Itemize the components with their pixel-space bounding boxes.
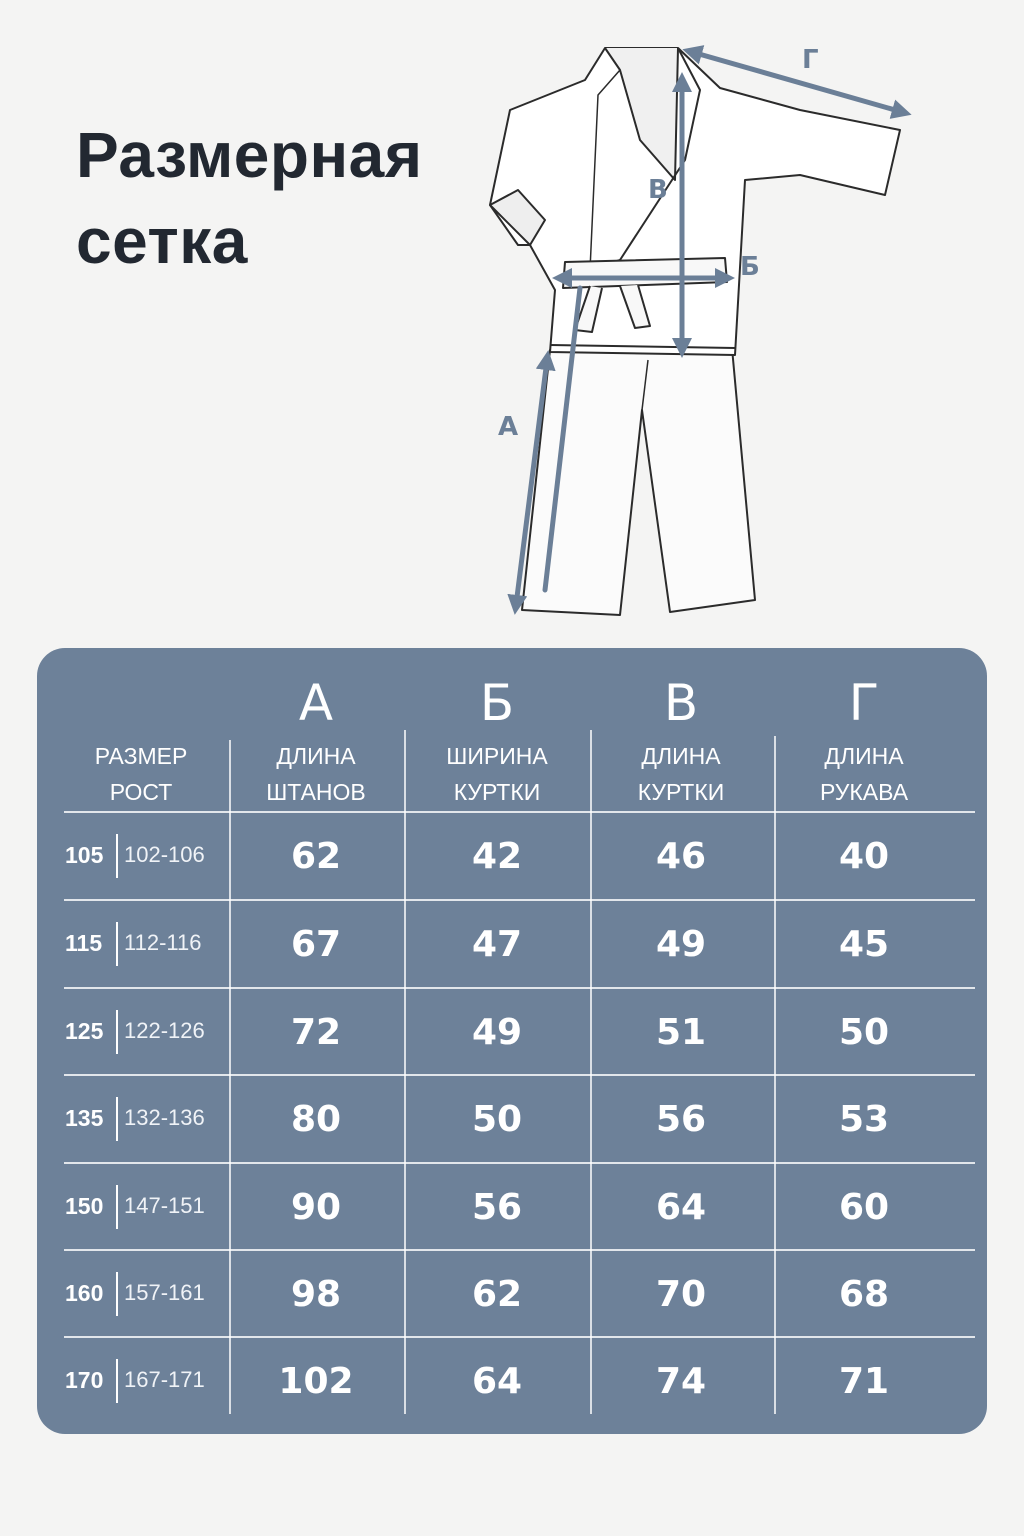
- size-separator: [116, 1097, 118, 1141]
- cell-jacket-length: 74: [655, 1361, 707, 1402]
- height-range: 132-136: [124, 1105, 205, 1130]
- header-letter-v: В: [663, 674, 699, 732]
- cell-sleeve-length: 50: [838, 1012, 890, 1053]
- cell-pants-length: 67: [290, 924, 342, 965]
- header-letter-a: А: [298, 674, 334, 732]
- label-a: А: [498, 412, 519, 442]
- header-b-line2: КУРТКИ: [453, 779, 541, 805]
- header-height-label: РОСТ: [109, 779, 173, 805]
- cell-sleeve-length: 60: [838, 1187, 890, 1228]
- size-value: 115: [65, 930, 103, 956]
- size-value: 170: [65, 1367, 104, 1393]
- size-value: 160: [65, 1280, 104, 1306]
- cell-jacket-width: 62: [471, 1274, 523, 1315]
- height-range: 157-161: [124, 1280, 205, 1305]
- size-value: 125: [65, 1018, 104, 1044]
- header-g-line1: ДЛИНА: [824, 743, 904, 769]
- header-jacket-length: [586, 738, 776, 810]
- cell-pants-length: 102: [278, 1361, 354, 1402]
- header-sleeve-length: [769, 738, 959, 810]
- height-range: 112-116: [124, 930, 202, 955]
- label-g: Г: [802, 45, 819, 75]
- cell-jacket-length: 46: [655, 836, 707, 877]
- table-row: [37, 990, 987, 1077]
- row-divider: [64, 811, 975, 813]
- header-size-label: РАЗМЕР: [94, 743, 188, 769]
- header-size-height: [46, 738, 236, 810]
- cell-jacket-width: 42: [471, 836, 523, 877]
- cell-pants-length: 80: [290, 1099, 342, 1140]
- table-row: [37, 1252, 987, 1339]
- page-title: [76, 112, 423, 284]
- height-range: 167-171: [124, 1367, 205, 1392]
- header-a-line1: ДЛИНА: [276, 743, 356, 769]
- table-row: [37, 1165, 987, 1252]
- height-range: 122-126: [124, 1018, 205, 1043]
- cell-pants-length: 90: [290, 1187, 342, 1228]
- cell-sleeve-length: 68: [838, 1274, 890, 1315]
- cell-pants-length: 98: [290, 1274, 342, 1315]
- header-letter-b: Б: [479, 674, 515, 732]
- size-separator: [116, 1010, 118, 1054]
- header-g-line2: РУКАВА: [819, 779, 909, 805]
- header-pants-length: [221, 738, 411, 810]
- size-separator: [116, 1359, 118, 1403]
- size-value: 150: [65, 1193, 104, 1219]
- cell-pants-length: 62: [290, 836, 342, 877]
- table-row: [37, 1339, 987, 1426]
- title-line-2: сетка: [76, 205, 248, 277]
- title-line-1: Размерная: [76, 119, 423, 191]
- height-range: 102-106: [124, 842, 205, 867]
- height-range: 147-151: [124, 1193, 205, 1218]
- cell-jacket-length: 64: [655, 1187, 707, 1228]
- cell-sleeve-length: 45: [838, 924, 890, 965]
- cell-jacket-length: 49: [655, 924, 707, 965]
- table-row: [37, 902, 987, 989]
- cell-pants-length: 72: [290, 1012, 342, 1053]
- cell-sleeve-length: 71: [838, 1361, 890, 1402]
- cell-sleeve-length: 40: [838, 836, 890, 877]
- size-separator: [116, 834, 118, 878]
- cell-jacket-width: 47: [471, 924, 523, 965]
- cell-jacket-width: 56: [471, 1187, 523, 1228]
- header-b-line1: ШИРИНА: [446, 743, 548, 769]
- cell-jacket-length: 56: [655, 1099, 707, 1140]
- header-a-line2: ШТАНОВ: [266, 779, 366, 805]
- kimono-illustration: [470, 30, 930, 630]
- size-value: 105: [65, 842, 104, 868]
- size-separator: [116, 1272, 118, 1316]
- cell-jacket-width: 49: [471, 1012, 523, 1053]
- size-value: 135: [65, 1105, 104, 1131]
- table-row: [37, 1077, 987, 1164]
- cell-sleeve-length: 53: [838, 1099, 890, 1140]
- header-jacket-width: [402, 738, 592, 810]
- cell-jacket-width: 64: [471, 1361, 523, 1402]
- label-v: В: [648, 175, 668, 205]
- header-v-line2: КУРТКИ: [637, 779, 725, 805]
- cell-jacket-length: 70: [655, 1274, 707, 1315]
- table-row: [37, 814, 987, 901]
- header-letter-g: Г: [848, 674, 880, 732]
- header-v-line1: ДЛИНА: [641, 743, 721, 769]
- cell-jacket-length: 51: [655, 1012, 707, 1053]
- cell-jacket-width: 50: [471, 1099, 523, 1140]
- size-separator: [116, 1185, 118, 1229]
- size-separator: [116, 922, 118, 966]
- size-table: [37, 648, 987, 1434]
- label-b: Б: [740, 252, 760, 282]
